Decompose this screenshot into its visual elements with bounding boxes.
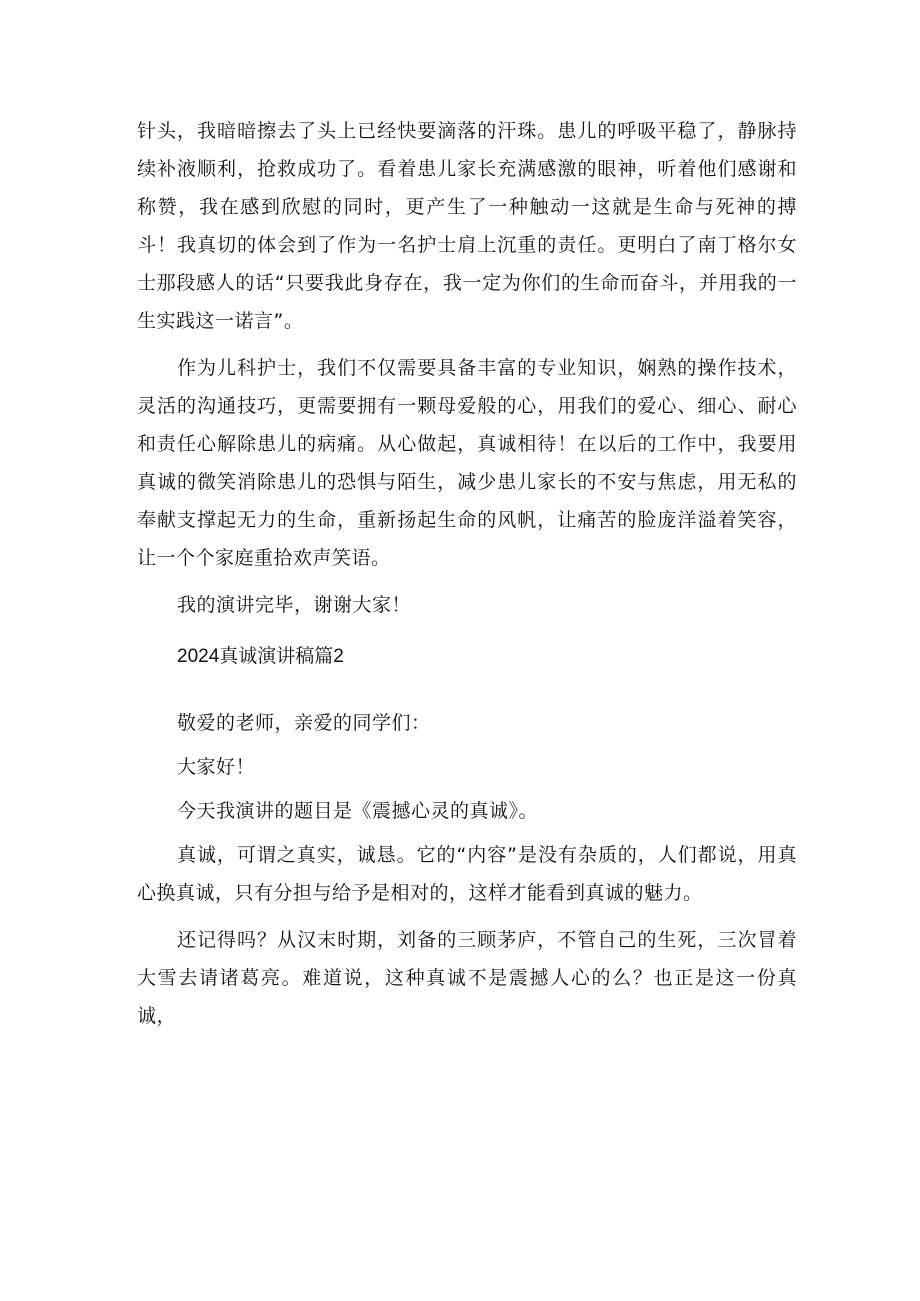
- salutation: 敬爱的老师，亲爱的同学们：: [177, 712, 431, 734]
- paragraph-liu-bei: 还记得吗？从汉末时期，刘备的三顾茅庐，不管自己的生死，三次冒着大雪去请诸葛亮。难道说，这种真诚不是震撼人心的么？也正是这一份真诚，: [137, 929, 797, 1027]
- document-page: [137, 112, 797, 1035]
- speech-topic: 今天我演讲的题目是《震撼心灵的真诚》。: [177, 800, 539, 822]
- paragraph-pediatric-nurse: 作为儿科护士，我们不仅需要具备丰富的专业知识，娴熟的操作技术，灵活的沟通技巧，更需要拥有一颗母爱般的心，用我们的爱心、细心、耐心和责任心解除患儿的病痛。从心做起，真诚相待！在以后的工作中，我要用真诚的微笑消除患儿的恐惧与陌生，减少患儿家长的不安与焦虑，用无私的奉献支撑起无力的生命，重新扬起生命的风帆，让痛苦的脸庞洋溢着笑容，让一个个家庭重拾欢声笑语。: [137, 357, 797, 569]
- paragraph-closing: 我的演讲完毕，谢谢大家！: [177, 594, 412, 616]
- paragraph-sincerity-definition: 真诚，可谓之真实，诚恳。它的“内容”是没有杂质的，人们都说，用真心换真诚，只有分担与给予是相对的，这样才能看到真诚的魅力。: [137, 844, 797, 904]
- section-title: 2024真诚演讲稿篇2: [177, 646, 344, 667]
- greeting: 大家好！: [177, 756, 256, 778]
- paragraph-rescue: 针头，我暗暗擦去了头上已经快要滴落的汗珠。患儿的呼吸平稳了，静脉持续补液顺利，抢救成功了。看着患儿家长充满感激的眼神，听着他们感谢和称赞，我在感到欣慰的同时，更产生了一种触动一这就是生命与死神的搏斗！我真切的体会到了作为一名护士肩上沉重的责任。更明白了南丁格尔女士那段感人的话“只要我此身存在，我一定为你们的生命而奋斗，并用我的一生实践这一诺言”。: [137, 120, 797, 332]
